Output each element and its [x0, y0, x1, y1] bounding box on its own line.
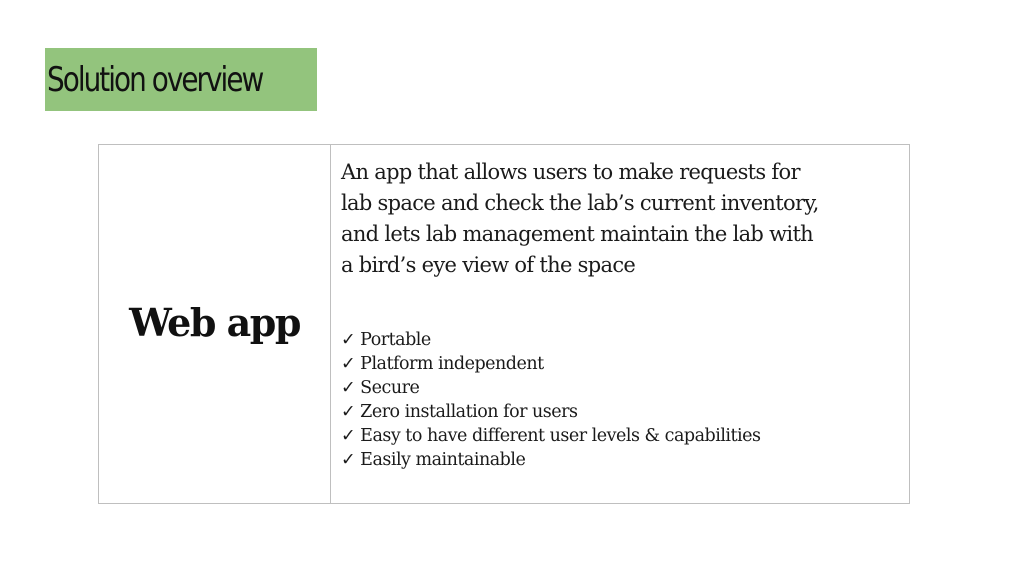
feature-item — [341, 400, 899, 424]
feature-item — [341, 376, 899, 400]
description-line: An app that allows users to make requests for — [341, 160, 800, 184]
feature-text: Platform independent — [360, 354, 544, 374]
feature-item — [341, 424, 899, 448]
description-line: a bird’s eye view of the space — [341, 253, 636, 277]
checkmark-icon: ✓ — [341, 378, 356, 398]
feature-item — [341, 448, 899, 472]
feature-text: Zero installation for users — [360, 402, 578, 422]
slide-title-text: Solution overview — [47, 59, 263, 100]
table-right-cell — [331, 145, 909, 503]
description-paragraph — [341, 157, 899, 281]
feature-list — [341, 328, 899, 472]
checkmark-icon: ✓ — [341, 426, 356, 446]
feature-text: Easily maintainable — [360, 450, 526, 470]
feature-text: Portable — [360, 330, 431, 350]
checkmark-icon: ✓ — [341, 354, 356, 374]
table-left-cell — [99, 145, 331, 503]
slide-title — [45, 48, 317, 111]
feature-text: Easy to have different user levels & capabilities — [360, 426, 761, 446]
feature-item — [341, 352, 899, 376]
content-table — [98, 144, 910, 504]
feature-text: Secure — [360, 378, 420, 398]
checkmark-icon: ✓ — [341, 402, 356, 422]
checkmark-icon: ✓ — [341, 450, 356, 470]
feature-item — [341, 328, 899, 352]
description-line: and lets lab management maintain the lab with — [341, 222, 814, 246]
checkmark-icon: ✓ — [341, 330, 356, 350]
web-app-label: Web app — [129, 299, 300, 345]
description-line: lab space and check the lab’s current inventory, — [341, 191, 819, 215]
